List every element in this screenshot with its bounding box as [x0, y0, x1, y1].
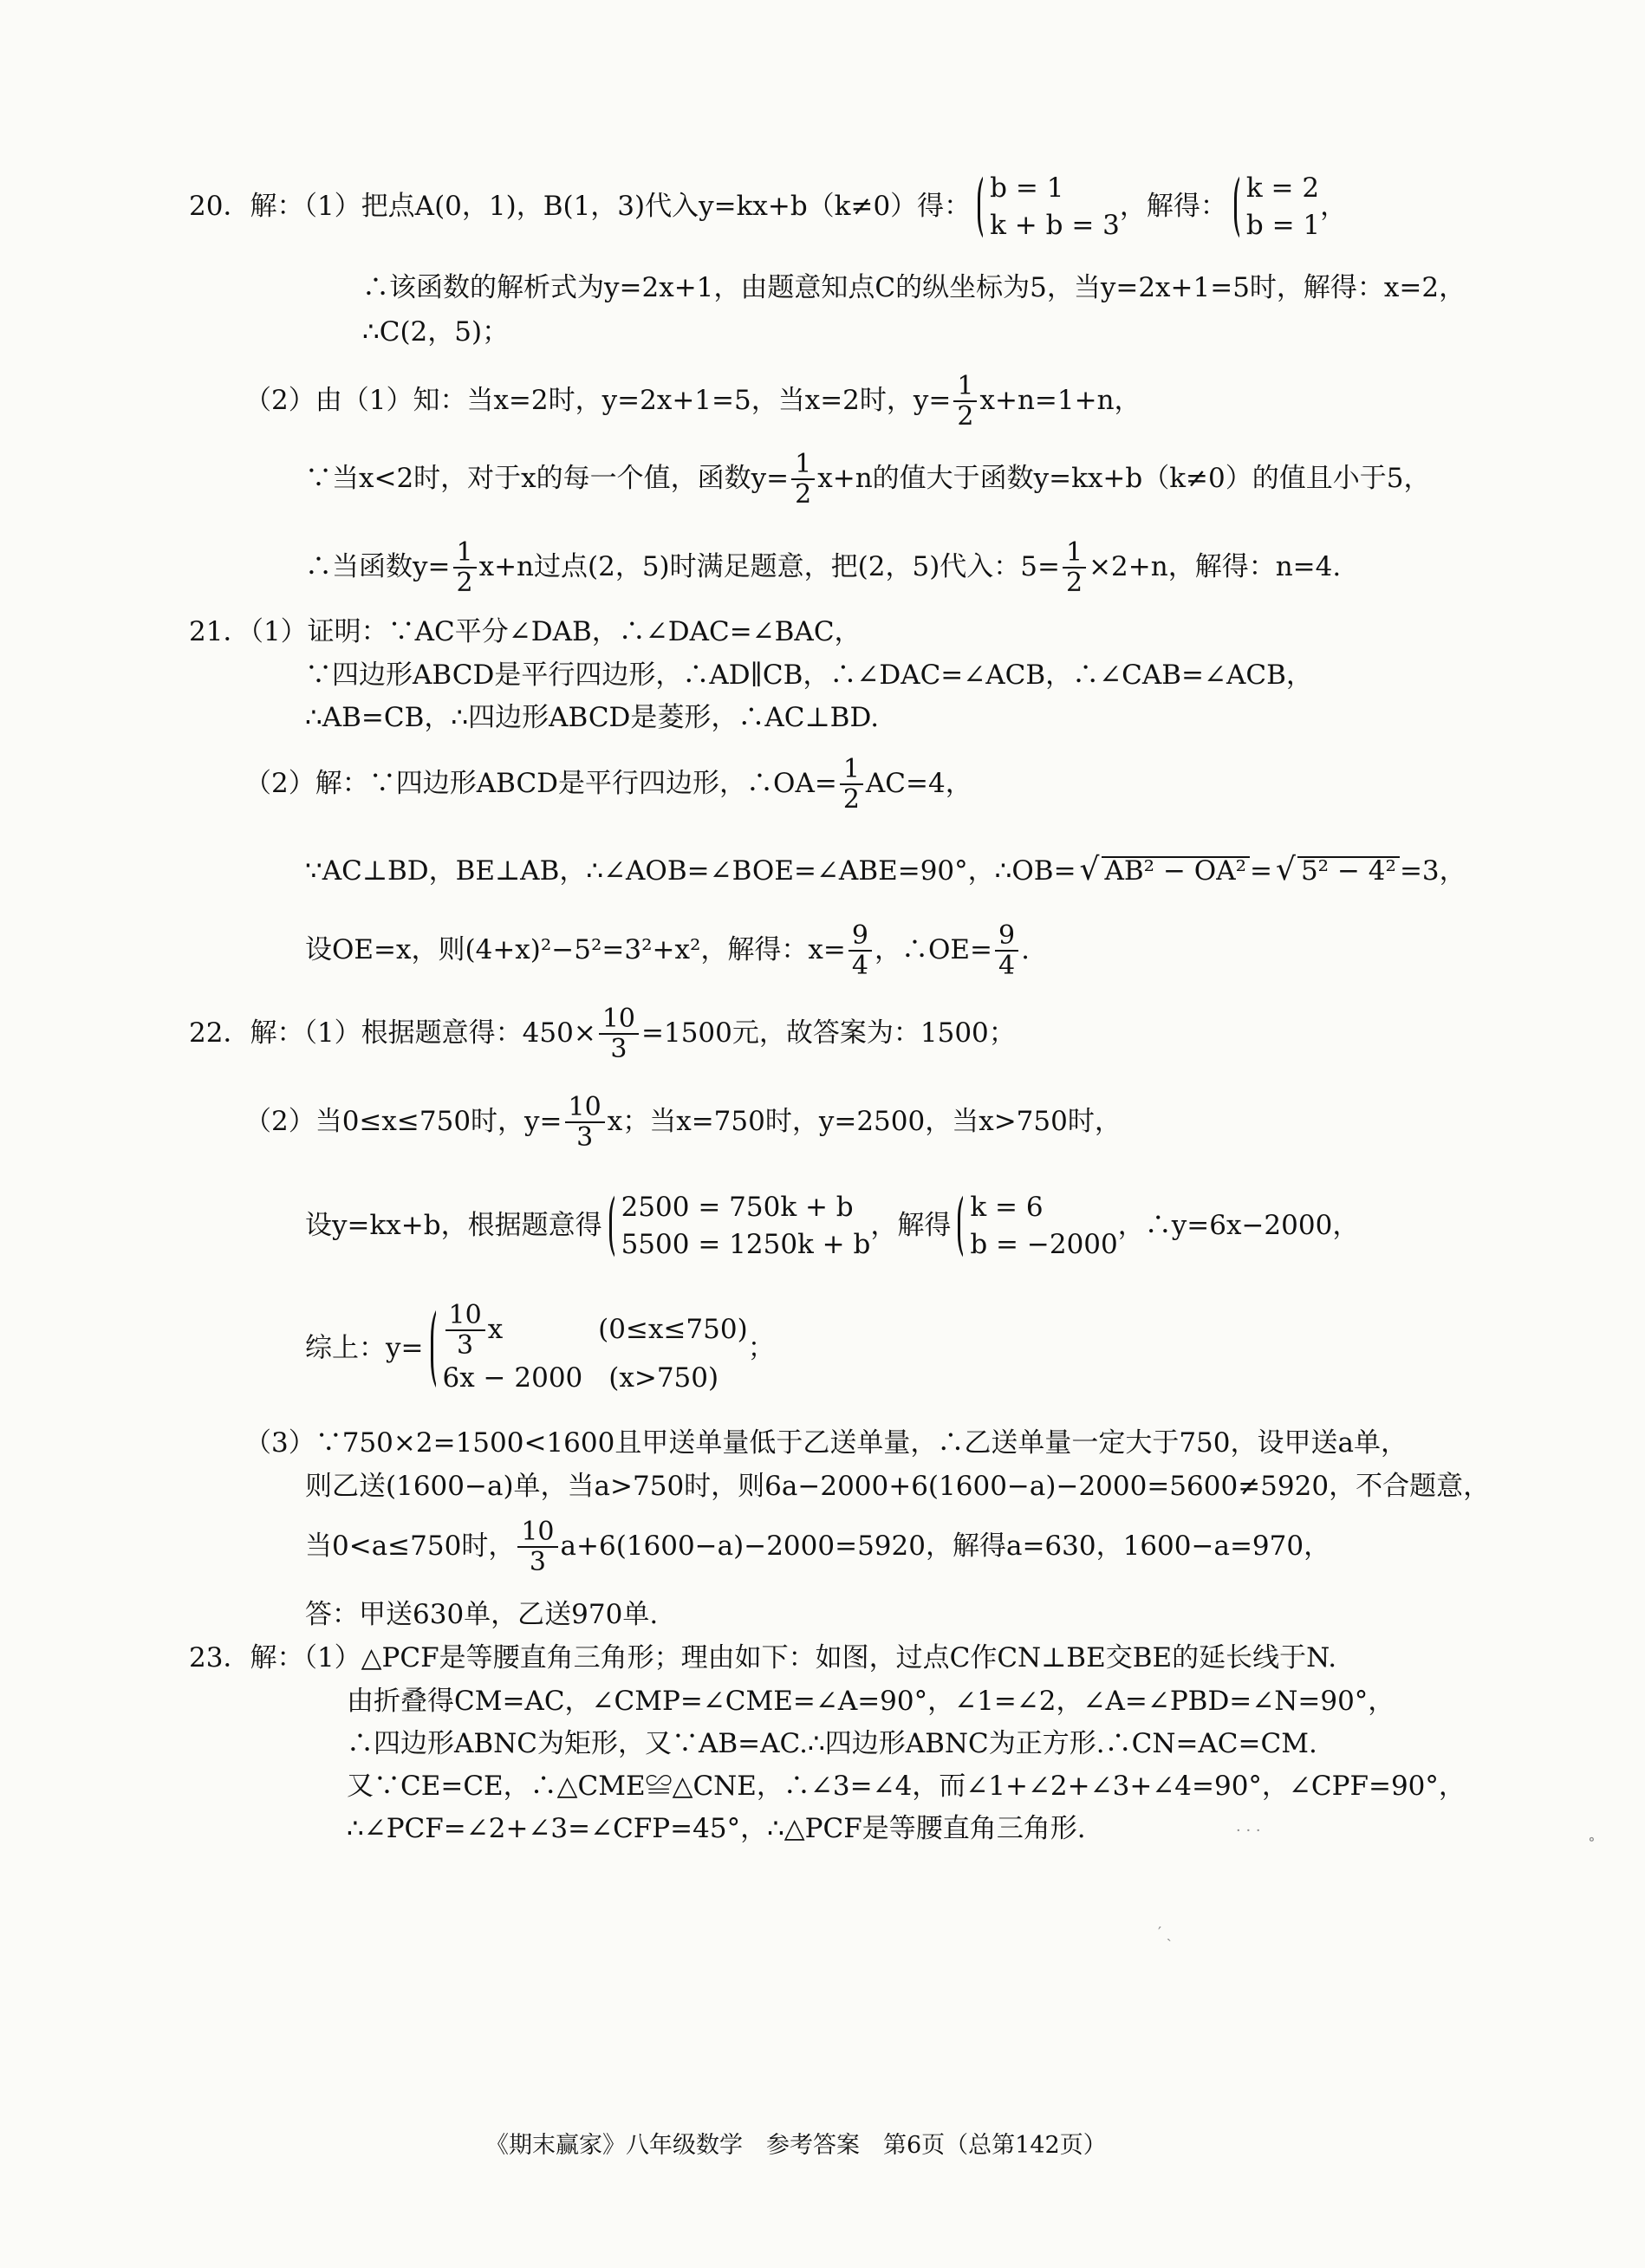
q20-line2: ∴该函数的解析式为y=2x+1，由题意知点C的纵坐标为5，当y=2x+1=5时，解得：x=2， — [362, 272, 1466, 303]
q22-p3c-pre: 当0<a≤750时， — [305, 1530, 516, 1562]
q20-p2a-end: x+n=1+n， — [979, 384, 1141, 416]
q21-eq: = — [1250, 855, 1272, 887]
q21-sqrt1: AB² − OA² — [1102, 856, 1251, 885]
scan-speck: ∘ — [1588, 1830, 1596, 1849]
q22-piece-frac — [445, 1302, 485, 1360]
q20-frac3-den: 2 — [456, 567, 473, 598]
q20-frac3-num: 1 — [453, 539, 477, 569]
q20-p2b-pre: ∵当x<2时，对于x的每一个值，函数y= — [305, 462, 790, 494]
q21-p2b-end: =3， — [1399, 855, 1466, 887]
q21-p2c-mid: ，∴OE= — [874, 933, 993, 965]
q23-line4: 又∵CE=CE，∴△CME≌△CNE，∴∠3=∠4，而∠1+∠2+∠3+∠4=90°，∠CPF=90°， — [347, 1771, 1466, 1802]
q22-part3-line1: （3）∵750×2=1500<1600且甲送单量低于乙送单量，∴乙送单量一定大于750，设甲送a单， — [244, 1427, 1408, 1459]
q20-p2b-post: x+n的值大于函数y=kx+b（k≠0）的值且小于5， — [817, 462, 1431, 494]
q22-line1 — [189, 1005, 1016, 1063]
q20-comma: ， — [1320, 190, 1348, 222]
q22-piece2-cond: (x>750) — [608, 1361, 719, 1394]
q22-piece2 — [443, 1360, 748, 1397]
q21-line1: 21．（1）证明：∵AC平分∠DAB，∴∠DAC=∠BAC， — [189, 616, 862, 647]
q21-frac2-nine: 9 — [995, 922, 1018, 952]
q20-fraction-half-2 — [791, 451, 815, 509]
q22-summary — [305, 1302, 775, 1397]
q21-p2a-pre: （2）解：∵四边形ABCD是平行四边形，∴OA= — [244, 767, 837, 799]
q20-p2c-pre: ∴当函数y= — [305, 550, 451, 582]
sqrt-icon: √ — [1079, 852, 1100, 887]
q21-p2b-pre: ∵AC⊥BD，BE⊥AB，∴∠AOB=∠BOE=∠ABE=90°，∴OB= — [305, 855, 1076, 887]
q22-equation-system — [602, 1189, 871, 1264]
q21-line2: ∵四边形ABCD是平行四边形，∴AD∥CB，∴∠DAC=∠ACB，∴∠CAB=∠ACB， — [305, 660, 1313, 691]
q22-frac3-ten: 10 — [517, 1518, 557, 1548]
q20-solution-row2: b = 1 — [1245, 210, 1321, 242]
q23-line1: 23．解：（1）△PCF是等腰直角三角形；理由如下：如图，过点C作CN⊥BE交BE的延长线于N. — [189, 1642, 1337, 1673]
q22-sys-row1: 2500 = 750k + b — [621, 1192, 854, 1223]
q20-part2-line1 — [244, 373, 1141, 431]
q21-part2-line3 — [305, 922, 1030, 980]
q22-l1-post: =1500元，故答案为：1500； — [641, 1017, 1016, 1049]
q21-line3: ∴AB=CB，∴四边形ABCD是菱形，∴AC⊥BD. — [305, 702, 880, 733]
q21-frac-den: 2 — [842, 783, 860, 815]
q21-frac2-four: 4 — [998, 950, 1016, 981]
q22-frac-ten: 10 — [599, 1005, 639, 1035]
q20-frac-den: 2 — [957, 400, 974, 432]
q22-part3-line2: 则乙送(1600−a)单，当a>750时，则6a−2000+6(1600−a)−2000=5600≠5920，不合题意， — [305, 1471, 1491, 1502]
q22-fraction-ten-thirds-3 — [517, 1518, 557, 1576]
q22-piece2-expr: 6x − 2000 — [442, 1361, 583, 1394]
q22-piece1-x: x — [487, 1313, 504, 1345]
q22-p2b-mid: ，解得 — [870, 1209, 952, 1241]
q22-p2a-pre: （2）当0≤x≤750时，y= — [244, 1105, 562, 1137]
q20-frac4-num: 1 — [1063, 539, 1086, 569]
q22-l1-pre: 22．解：（1）根据题意得：450× — [189, 1017, 596, 1049]
q20-frac4-den: 2 — [1065, 567, 1083, 598]
q21-p2c-end: . — [1021, 933, 1030, 965]
scan-speck: · · · — [1236, 1822, 1261, 1840]
q20-equation-system — [971, 170, 1120, 245]
q21-part2-line1 — [244, 756, 972, 814]
q20-frac-num: 1 — [953, 373, 977, 402]
q20-frac2-den: 2 — [795, 478, 812, 510]
q20-part2-line3 — [305, 539, 1341, 597]
q22-answer: 答：甲送630单，乙送970单. — [305, 1599, 659, 1630]
scan-speck: ′ ˎ — [1158, 1924, 1172, 1942]
q20-number: 20．解： — [189, 190, 304, 222]
q22-part3-line3 — [305, 1518, 1330, 1576]
q22-piecewise — [424, 1302, 748, 1397]
q22-frac3-three: 3 — [529, 1546, 546, 1577]
q22-part2-line2 — [305, 1189, 1359, 1264]
q22-piece1 — [443, 1302, 748, 1360]
q22-frac2-ten: 10 — [565, 1094, 605, 1123]
q21-frac-num: 1 — [840, 756, 863, 785]
q20-p2c-end: ×2+n，解得：n=4. — [1089, 550, 1342, 582]
q22-frac-three: 3 — [610, 1033, 627, 1064]
q20-fraction-half — [953, 373, 977, 431]
q22-sum-pre: 综上：y= — [305, 1332, 424, 1364]
q20-system-row2: k + b = 3 — [990, 210, 1120, 242]
q22-fraction-ten-thirds-2 — [565, 1094, 605, 1152]
q20-line1 — [189, 170, 1347, 245]
q20-solution-system — [1227, 170, 1320, 245]
q22-p2b-pre: 设y=kx+b，根据题意得 — [305, 1209, 602, 1241]
q22-part2-line1 — [244, 1094, 1122, 1152]
q20-solve-label: ，解得： — [1119, 190, 1227, 222]
q21-fraction-nine-fourths — [849, 922, 872, 980]
q22-sum-end: ； — [747, 1332, 775, 1364]
q22-solution-system — [951, 1189, 1117, 1264]
q21-sqrt2: 5² − 4² — [1297, 856, 1400, 885]
q22-frac2-three: 3 — [576, 1121, 594, 1153]
q20-solution-row1: k = 2 — [1245, 172, 1320, 204]
q20-line3: ∴C(2，5)； — [362, 316, 510, 348]
q22-sol-row2: b = −2000 — [970, 1229, 1118, 1261]
q23-line2: 由折叠得CM=AC，∠CMP=∠CME=∠A=90°，∠1=∠2，∠A=∠PBD=∠N=90°， — [347, 1686, 1395, 1717]
q20-system-row1: b = 1 — [990, 172, 1064, 204]
page-footer: 《期末赢家》八年级数学 参考答案 第6页（总第142页） — [485, 2132, 1107, 2159]
q21-fraction-nine-fourths-2 — [995, 922, 1018, 980]
q22-piece-three: 3 — [457, 1329, 474, 1361]
q22-p2b-end: ，∴y=6x−2000， — [1117, 1209, 1360, 1241]
q23-line3: ∴四边形ABNC为矩形，又∵AB=AC.∴四边形ABNC为正方形.∴CN=AC=CM. — [347, 1728, 1317, 1759]
q21-p2a-post: AC=4， — [865, 767, 972, 799]
q22-piece-ten: 10 — [445, 1302, 485, 1331]
q22-sys-row2: 5500 = 1250k + b — [621, 1229, 871, 1261]
q22-sol-row1: k = 6 — [970, 1192, 1044, 1223]
q23-line5: ∴∠PCF=∠2+∠3=∠CFP=45°，∴△PCF是等腰直角三角形. — [347, 1813, 1086, 1844]
q20-part2-line2 — [305, 451, 1430, 509]
q20-part1-text: （1）把点A(0，1)，B(1，3)代入y=kx+b（k≠0）得： — [303, 190, 972, 222]
q22-p3c-post: a+6(1600−a)−2000=5920，解得a=630，1600−a=970， — [560, 1530, 1331, 1562]
q20-fraction-half-3 — [453, 539, 477, 597]
q20-frac2-num: 1 — [791, 451, 815, 480]
q21-part2-line2 — [305, 852, 1466, 887]
q21-fraction-half — [840, 756, 863, 814]
q21-frac-four: 4 — [851, 950, 868, 981]
sqrt-icon: √ — [1276, 852, 1296, 887]
q20-p2c-mid: x+n过点(2，5)时满足题意，把(2，5)代入：5= — [478, 550, 1060, 582]
q20-p2a-text: （2）由（1）知：当x=2时，y=2x+1=5，当x=2时，y= — [244, 384, 952, 416]
q22-p2a-post: x；当x=750时，y=2500，当x>750时， — [607, 1105, 1122, 1137]
q21-frac-nine: 9 — [849, 922, 872, 952]
q22-fraction-ten-thirds — [599, 1005, 639, 1063]
q20-fraction-half-4 — [1063, 539, 1086, 597]
q22-piece1-cond: (0≤x≤750) — [598, 1313, 748, 1345]
q21-p2c-pre: 设OE=x，则(4+x)²−5²=3²+x²，解得：x= — [305, 933, 846, 965]
